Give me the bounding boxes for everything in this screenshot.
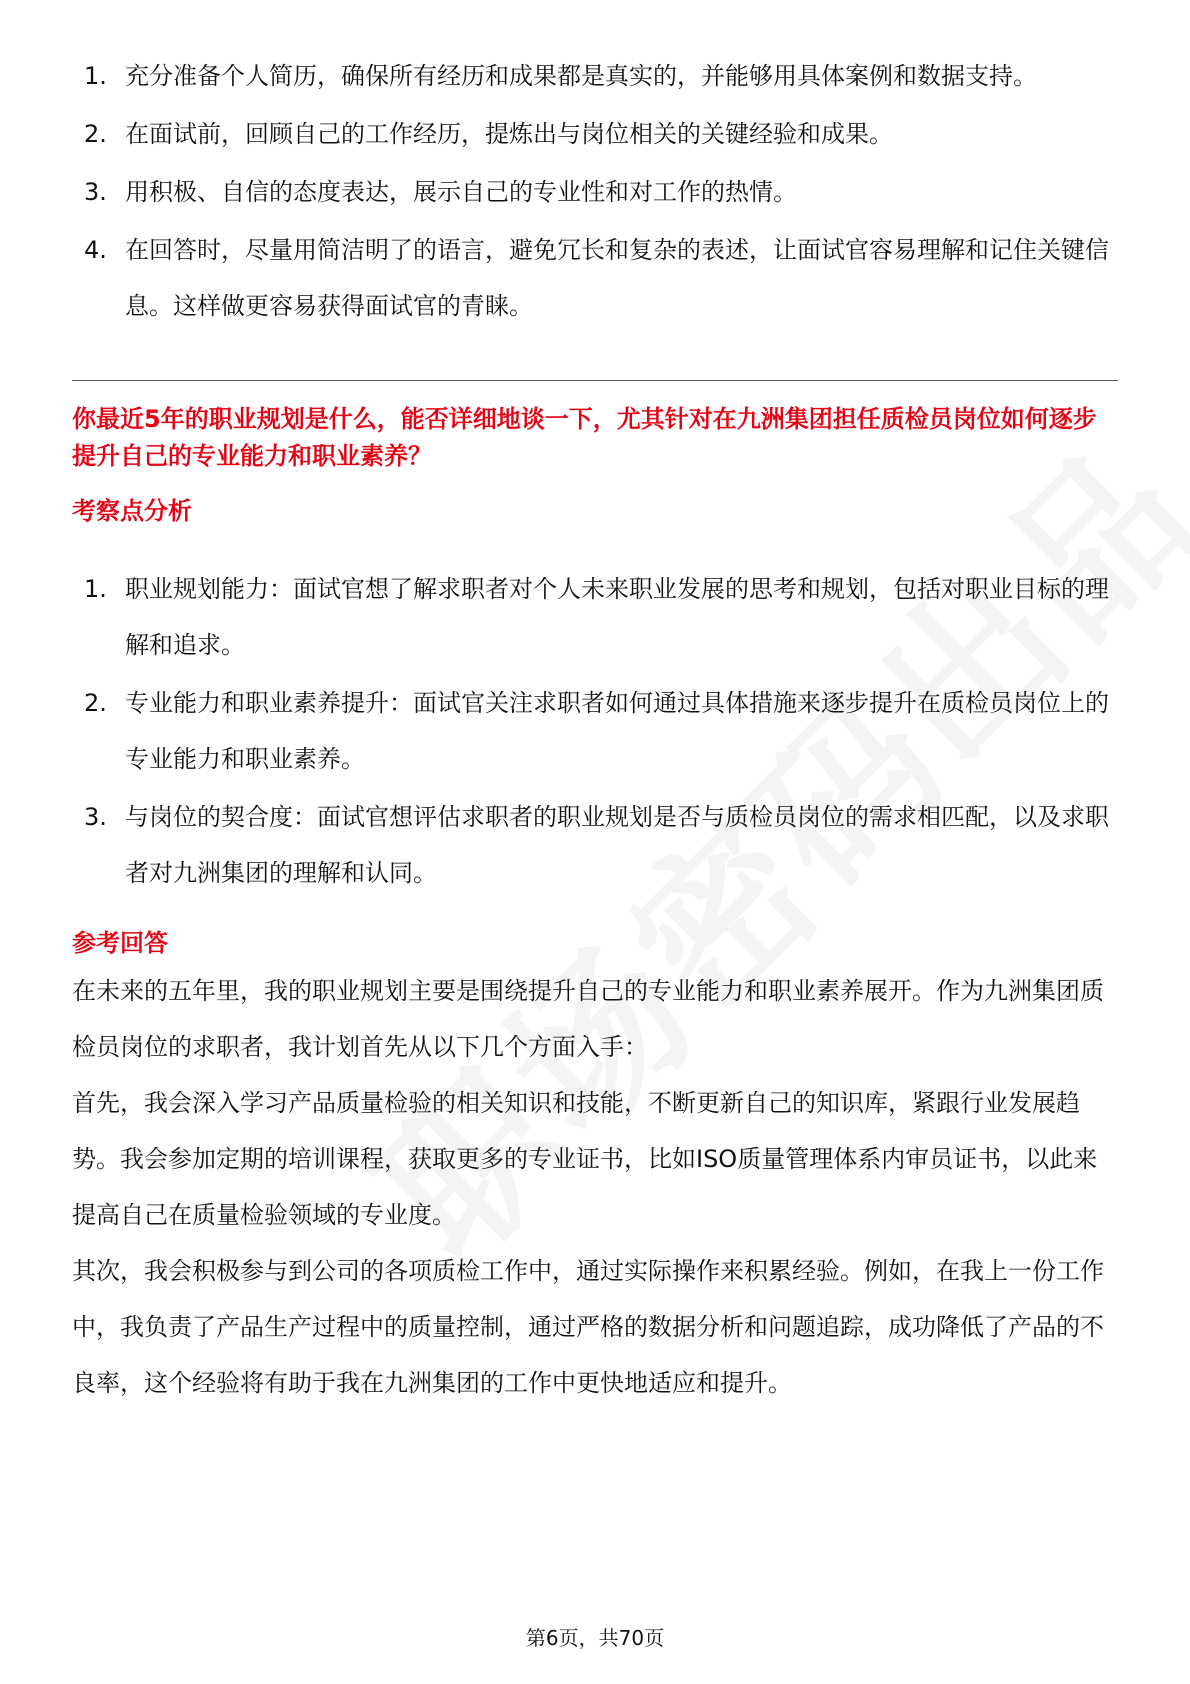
tips-list xyxy=(72,48,1118,334)
list-item xyxy=(72,561,1118,673)
list-item xyxy=(72,106,1118,162)
list-number: 1. xyxy=(84,575,107,603)
analysis-list xyxy=(72,561,1118,901)
list-item-text: 在面试前，回顾自己的工作经历，提炼出与岗位相关的关键经验和成果。 xyxy=(125,120,893,148)
list-number: 2. xyxy=(84,689,107,717)
answer-paragraph: 在未来的五年里，我的职业规划主要是围绕提升自己的专业能力和职业素养展开。作为九洲集团质检员岗位的求职者，我计划首先从以下几个方面入手： xyxy=(72,977,1104,1061)
answer-paragraph: 其次，我会积极参与到公司的各项质检工作中，通过实际操作来积累经验。例如，在我上一份工作中，我负责了产品生产过程中的质量控制，通过严格的数据分析和问题追踪，成功降低了产品的不良率，这个经验将有助于我在九洲集团的工作中更快地适应和提升。 xyxy=(72,1257,1104,1397)
list-item-text: 与岗位的契合度：面试官想评估求职者的职业规划是否与质检员岗位的需求相匹配，以及求职者对九洲集团的理解和认同。 xyxy=(125,803,1109,887)
list-number: 4. xyxy=(84,236,107,264)
list-item-text: 专业能力和职业素养提升：面试官关注求职者如何通过具体措施来逐步提升在质检员岗位上的专业能力和职业素养。 xyxy=(125,689,1109,773)
list-item-text: 职业规划能力：面试官想了解求职者对个人未来职业发展的思考和规划，包括对职业目标的理解和追求。 xyxy=(125,575,1109,659)
list-item-text: 用积极、自信的态度表达，展示自己的专业性和对工作的热情。 xyxy=(125,178,797,206)
list-number: 1. xyxy=(84,62,107,90)
analysis-heading: 考察点分析 xyxy=(72,497,192,525)
list-item xyxy=(72,675,1118,787)
answer-paragraph: 首先，我会深入学习产品质量检验的相关知识和技能，不断更新自己的知识库，紧跟行业发展趋势。我会参加定期的培训课程，获取更多的专业证书，比如ISO质量管理体系内审员证书，以此来提高自己在质量检验领域的专业度。 xyxy=(72,1089,1098,1229)
answer-heading: 参考回答 xyxy=(72,929,168,957)
list-item-text: 充分准备个人简历，确保所有经历和成果都是真实的，并能够用具体案例和数据支持。 xyxy=(125,62,1037,90)
list-number: 3. xyxy=(84,178,107,206)
list-number: 2. xyxy=(84,120,107,148)
interview-question: 你最近5年的职业规划是什么，能否详细地谈一下，尤其针对在九洲集团担任质检员岗位如何逐步提升自己的专业能力和职业素养？ xyxy=(72,405,1097,470)
list-item-text: 在回答时，尽量用简洁明了的语言，避免冗长和复杂的表述，让面试官容易理解和记住关键信息。这样做更容易获得面试官的青睐。 xyxy=(125,236,1109,320)
list-item xyxy=(72,789,1118,901)
list-item xyxy=(72,48,1118,104)
page-content xyxy=(72,48,1118,1411)
list-number: 3. xyxy=(84,803,107,831)
page-footer: 第6页，共70页 xyxy=(525,1626,665,1650)
list-item xyxy=(72,222,1118,334)
list-item xyxy=(72,164,1118,220)
section-divider xyxy=(72,380,1118,381)
